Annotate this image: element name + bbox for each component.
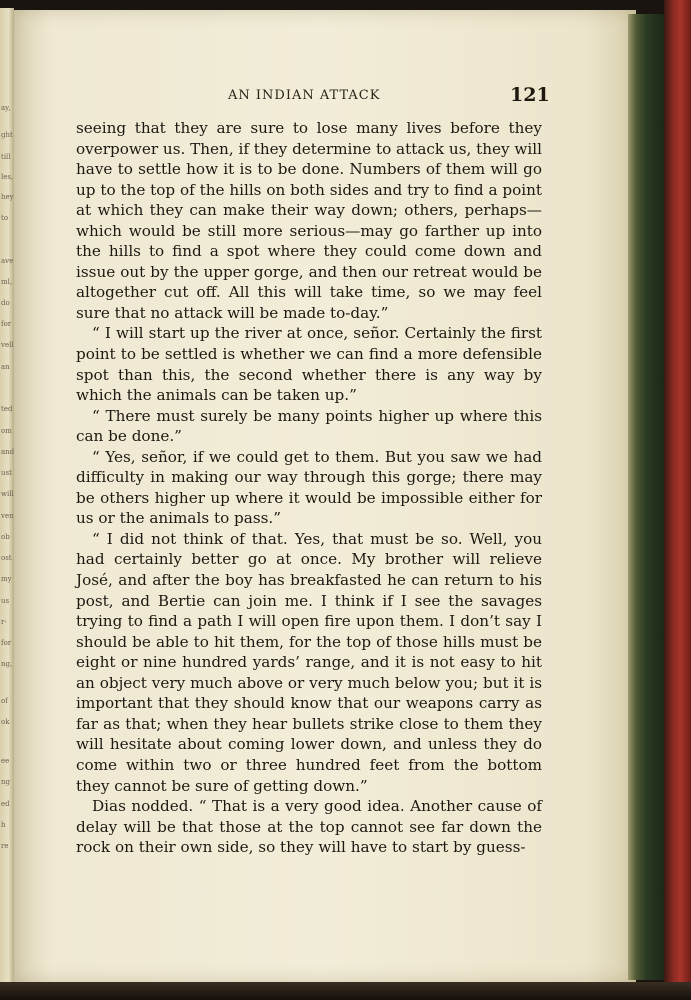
- page-block-edge: [628, 14, 668, 980]
- scan-bottom-margin: [0, 982, 691, 1000]
- facing-page-fragment: vell: [1, 341, 14, 349]
- paragraph: “ I will start up the river at once, señor. Certainly the first point to be settled is whether we can find a more defensible spot than this, the second whether there is any way by which the animals can be taken up.”: [76, 324, 542, 405]
- facing-page-fragment: will: [1, 490, 14, 498]
- paragraph: “ There must surely be many points higher up where this can be done.”: [76, 406, 542, 446]
- paragraph: Dias nodded. “ That is a very good idea. Another cause of delay will be that those at the top cannot see far down the rock on their own side, so they will have to start by guess-: [76, 797, 542, 857]
- facing-page-fragment: les,: [1, 173, 14, 181]
- facing-page-fragment: re: [1, 842, 9, 850]
- book-cover-edge: [664, 0, 691, 1000]
- facing-page-fragment: ay,: [1, 104, 11, 112]
- facing-page-fragment: r-: [1, 618, 7, 626]
- facing-page-fragment: hey: [1, 193, 14, 201]
- paragraph: “ I did not think of that. Yes, that must be so. Well, you had certainly better go at once. My brother will relieve José, and after the boy has breakfasted he can return to his post, and Bertie can join me. I think if I see the savages trying to find a path I will open fire upon them. I don’t say I should be able to hit them, for the top of those hills must be eight or nine hundred yards’ range, and it is not easy to hit an object very much above or very much below you; but it is important that they should know that our weapons carry as far as that; when they hear bullets strike close to them they will hesitate about coming lower down, and unless they do come within two or three hundred feet from the bottom they cannot be sure of getting down.”: [76, 529, 542, 795]
- facing-page-fragment: ng,: [1, 660, 13, 668]
- facing-page-fragment: to: [1, 214, 9, 222]
- facing-page-fragment: for: [1, 639, 12, 647]
- facing-page-fragment: om: [1, 427, 12, 435]
- page-number: 121: [510, 84, 550, 106]
- facing-page-fragment: ven: [1, 512, 14, 520]
- facing-page-fragment: ee: [1, 757, 10, 765]
- facing-page-fragment: ok: [1, 718, 10, 726]
- facing-page-edge: [0, 8, 14, 983]
- facing-page-fragment: ave: [1, 257, 14, 265]
- facing-page-fragment: us: [1, 597, 10, 605]
- paragraph: “ Yes, señor, if we could get to them. But you saw we had difficulty in making our way through this gorge; there may be others higher up where it would be impossible either for us or the animals to pass.”: [76, 447, 542, 528]
- facing-page-fragment: do: [1, 299, 10, 307]
- facing-page-fragment: ted: [1, 405, 13, 413]
- facing-page-fragment: and: [1, 448, 15, 456]
- paragraph: seeing that they are sure to lose many lives before they overpower us. Then, if they determine to attack us, they will have to settle how it is to be done. Numbers of them will go up to the top of the hills on both sides and try to find a point at which they can make their way down; others, perhaps—which would be still more serious—may go farther up into the hills to find a spot where they could come down and issue out by the upper gorge, and then our retreat would be altogether cut off. All this will take time, so we may feel sure that no attack will be made to-day.”: [76, 119, 542, 322]
- body-text: [76, 118, 542, 858]
- facing-page-fragment: my: [1, 575, 12, 583]
- facing-page-fragment: ng: [1, 778, 10, 786]
- facing-page-fragment: till: [1, 153, 11, 161]
- facing-page-fragment: of: [1, 697, 8, 705]
- facing-page-fragment: h: [1, 821, 6, 829]
- facing-page-fragment: ed: [1, 800, 10, 808]
- page-header: [14, 86, 636, 108]
- facing-page-fragment: an: [1, 363, 10, 371]
- running-head: AN INDIAN ATTACK: [228, 88, 381, 103]
- facing-page-fragment: ost: [1, 554, 12, 562]
- facing-page-fragment: ml,: [1, 278, 13, 286]
- facing-page-fragment: ob: [1, 533, 10, 541]
- facing-page-fragment: for: [1, 320, 12, 328]
- facing-page-fragment: ght: [1, 131, 13, 139]
- facing-page-fragment: ust: [1, 469, 12, 477]
